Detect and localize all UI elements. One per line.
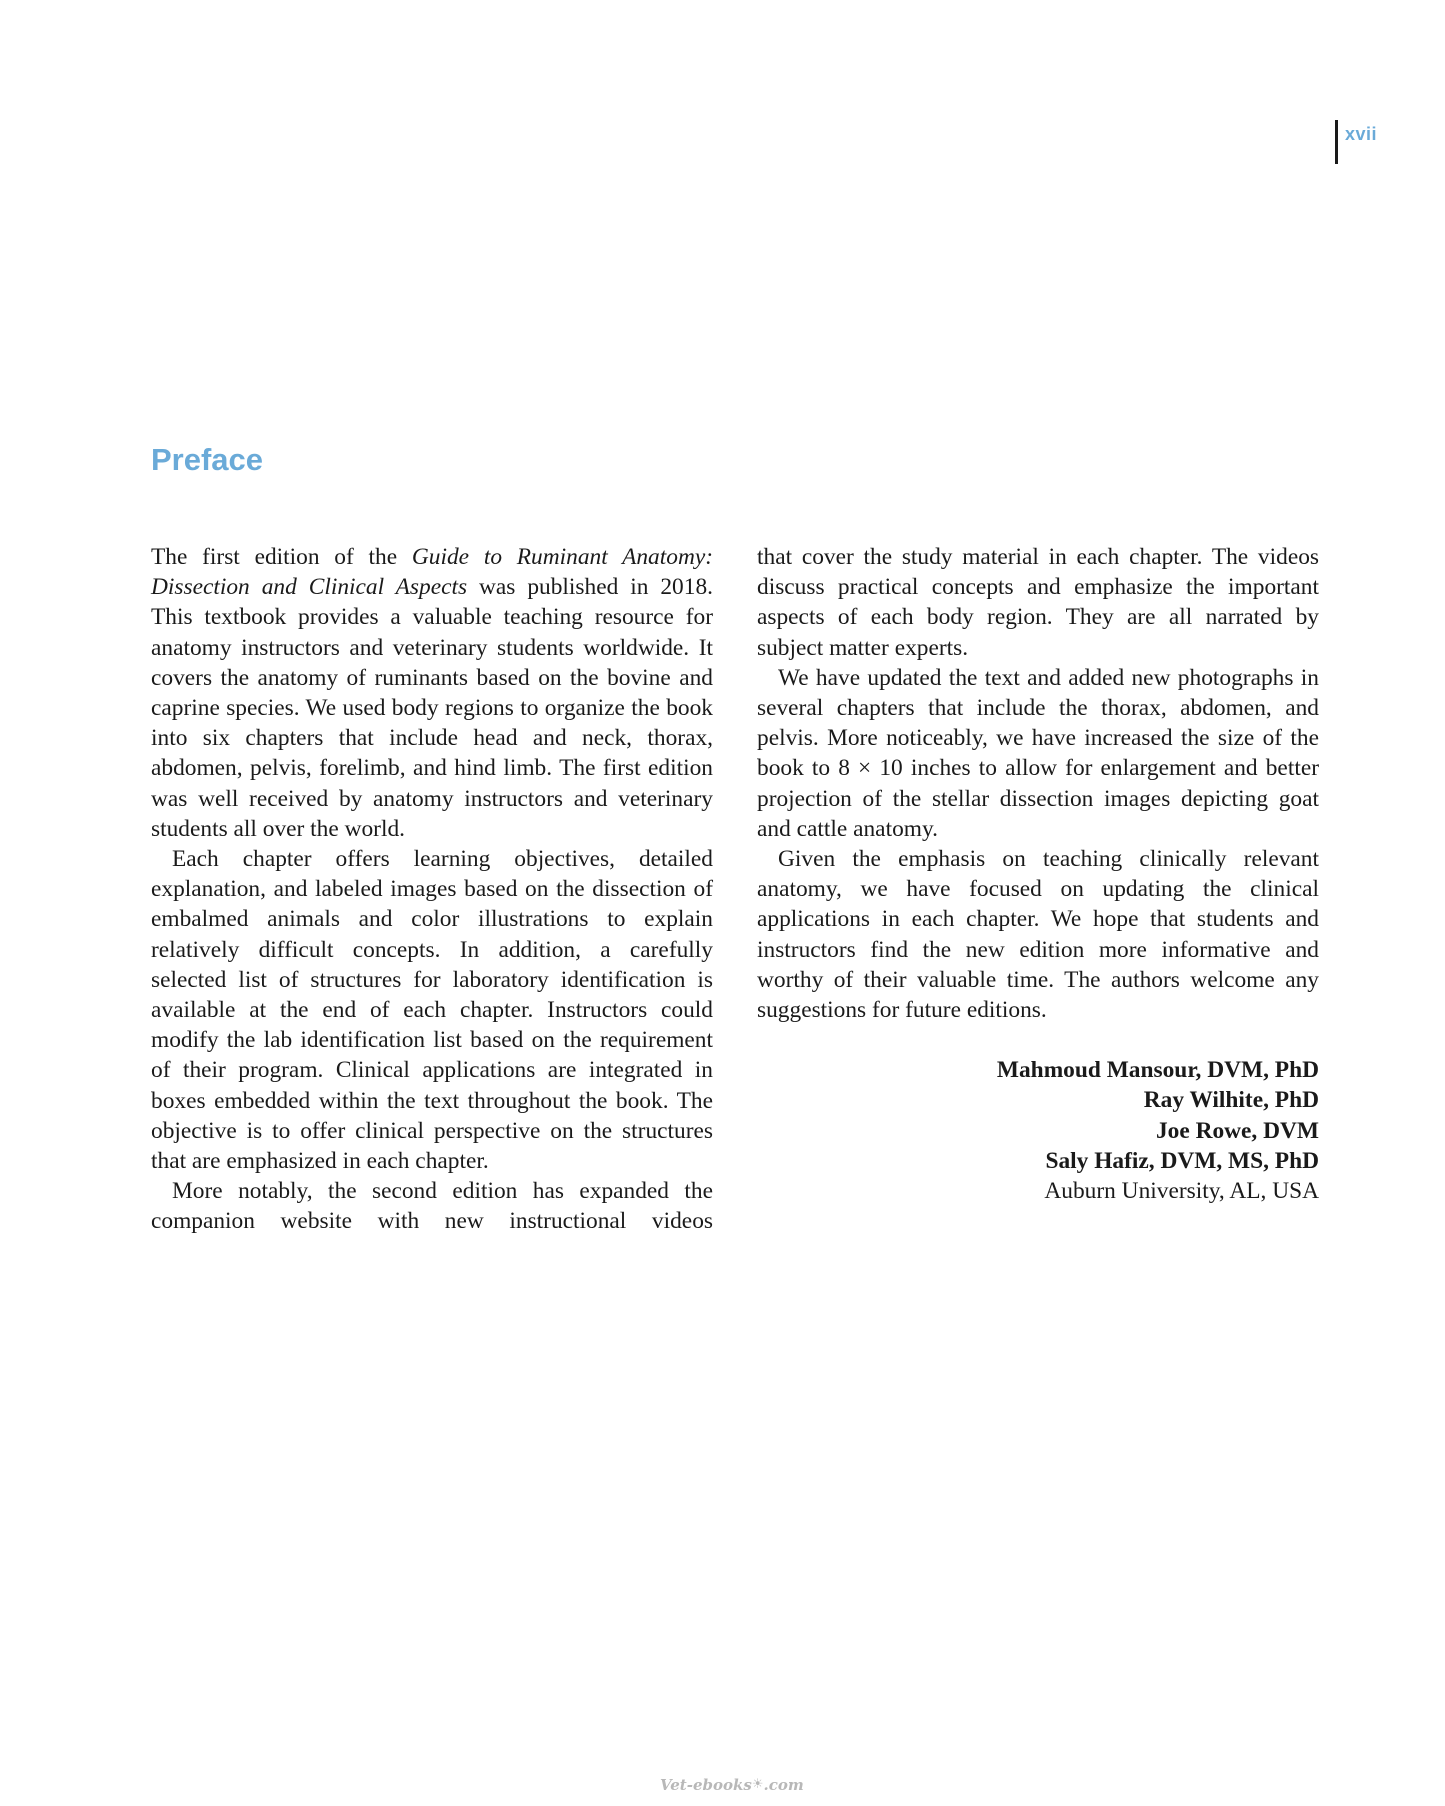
paragraph-5: Given the emphasis on teaching clinically relevant anatomy, we have focused on updating the clinical applications in each chapter. We hope that students and instructors find the new edition more informative and worthy of their valuable time. The authors welcome any suggestions for future editions. — [757, 846, 1319, 1024]
watermark — [660, 1776, 804, 1794]
left-column — [151, 542, 713, 1237]
signature-block — [757, 1055, 1319, 1206]
watermark-text: Vet-ebooks — [660, 1776, 752, 1794]
paragraph-3-start: More notably, the second edition has expanded the companion website with new instructional videos — [151, 1178, 713, 1235]
page-title: Preface — [151, 442, 264, 477]
affiliation: Auburn University, AL, USA — [1044, 1178, 1319, 1205]
paragraph-1 — [151, 542, 713, 844]
right-column — [757, 542, 1319, 1206]
author-name: Saly Hafiz, DVM, MS, PhD — [1045, 1147, 1319, 1174]
author-name: Joe Rowe, DVM — [1155, 1117, 1319, 1144]
open-book-icon: ☀ — [751, 1777, 764, 1792]
paragraph-1-text-a: The first edition of the — [151, 544, 412, 570]
author-name: Ray Wilhite, PhD — [1143, 1087, 1319, 1114]
author-name: Mahmoud Mansour, DVM, PhD — [996, 1057, 1319, 1084]
page-number: xvii — [1345, 124, 1378, 144]
watermark-suffix: .com — [763, 1776, 804, 1794]
folio-rule — [1335, 120, 1338, 164]
paragraph-4: We have updated the text and added new photographs in several chapters that include the thorax, abdomen, and pelvis. More noticeably, we have increased the size of the book to 8 × 10 inches to allow for enlargement and better projection of the stellar dissection images depicting goat and cattle anatomy. — [757, 664, 1319, 842]
paragraph-2: Each chapter offers learning objectives, detailed explanation, and labeled images based on the dissection of embalmed animals and color illustrations to explain relatively difficult concepts. In addition, a carefully selected list of structures for laboratory identification is available at the end of each chapter. Instructors could modify the lab identification list based on the requirement of their program. Clinical applications are integrated in boxes embedded within the text throughout the book. The objective is to offer clinical perspective on the structures that are emphasized in each chapter. — [151, 846, 713, 1175]
book-title: Guide to Ruminant Anatomy: Dissection and Clinical Aspects — [151, 544, 714, 601]
paragraph-1-text-b: was published in 2018. This textbook provides a valuable teaching resource for anatomy instructors and veterinary students worldwide. It covers the anatomy of ruminants based on the bovine and caprine species. We used body regions to organize the book into six chapters that include head and neck, thorax, abdomen, pelvis, forelimb, and hind limb. The first edition was well received by anatomy instructors and veterinary students all over the world. — [151, 574, 713, 842]
paragraph-3-end: that cover the study material in each chapter. The videos discuss practical concepts and emphasize the important aspects of each body region. They are all narrated by subject matter experts. — [757, 544, 1319, 661]
